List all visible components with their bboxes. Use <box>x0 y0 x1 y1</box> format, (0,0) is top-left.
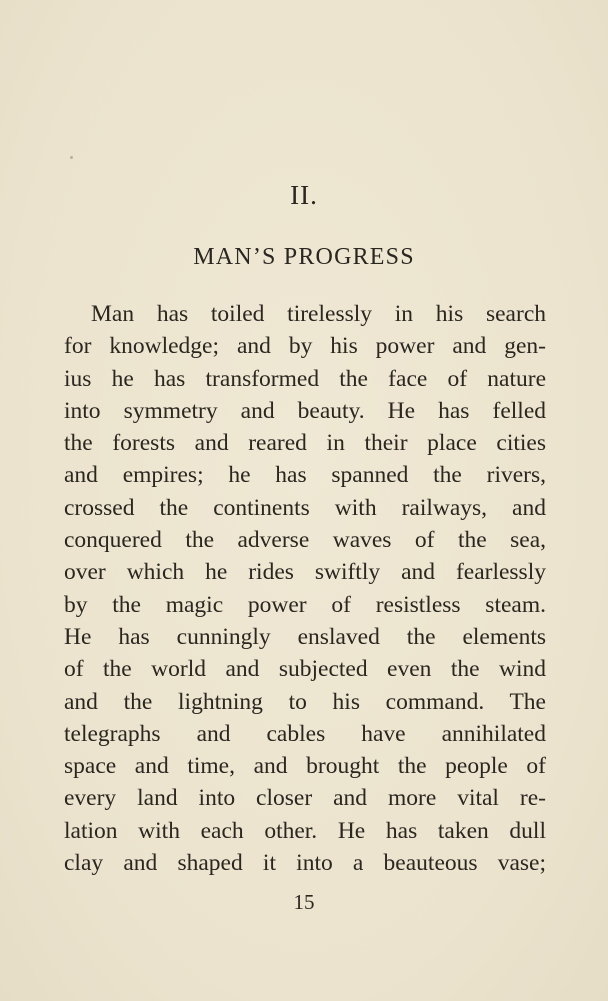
body-text <box>64 298 546 879</box>
chapter-number: II. <box>290 180 318 210</box>
text-line: for knowledge; and by his power and gen- <box>64 333 546 360</box>
text-line: space and time, and brought the people of <box>64 753 546 780</box>
text-line: and empires; he has spanned the rivers, <box>64 462 546 489</box>
text-line: clay and shaped it into a beauteous vase; <box>64 850 546 877</box>
text-line: by the magic power of resistless steam. <box>64 591 546 618</box>
text-line: into symmetry and beauty. He has felled <box>64 397 546 424</box>
text-line: every land into closer and more vital re- <box>64 785 546 812</box>
text-line: lation with each other. He has taken dull <box>64 817 546 844</box>
text-line: of the world and subjected even the wind <box>64 656 546 683</box>
text-line: telegraphs and cables have annihilated <box>64 720 546 747</box>
text-line: He has cunningly enslaved the elements <box>64 623 546 650</box>
paper-speck <box>70 156 73 159</box>
text-line: crossed the continents with railways, and <box>64 494 546 521</box>
text-line: conquered the adverse waves of the sea, <box>64 527 546 554</box>
text-line: ius he has transformed the face of nature <box>64 365 546 392</box>
page-number: 15 <box>293 890 315 914</box>
text-line: Man has toiled tirelessly in his search <box>91 301 546 327</box>
text-line: over which he rides swiftly and fearlessly <box>64 559 546 586</box>
text-line: and the lightning to his command. The <box>64 688 546 715</box>
chapter-title: MAN’S PROGRESS <box>193 244 415 270</box>
text-line: the forests and reared in their place cities <box>64 430 546 457</box>
